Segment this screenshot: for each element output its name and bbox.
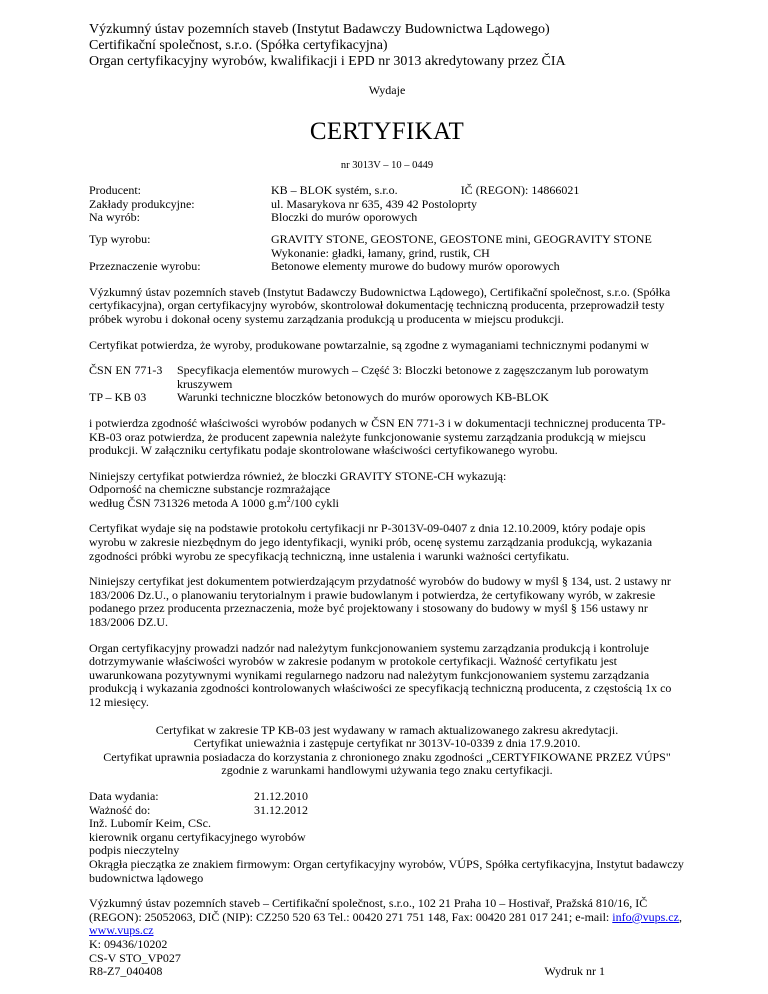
validity-label: Ważność do: [89, 802, 151, 817]
email-link[interactable]: info@vups.cz [612, 909, 679, 924]
producer-value: KB – BLOK systém, s.r.o. [271, 183, 398, 198]
printout-number: Wydruk nr 1 [544, 964, 605, 979]
paragraph-supervision: Organ certyfikacyjny prowadzi nadzór nad należytym funkcjonowaniem systemu zarządzania produkcją i kontroluje dotrzymywanie właściwości wyrobów w zakresie podanym w protokole certyfikacji. Ważność certyfikatu jest uwarunkowana pozytywnymi wynikami regularnego nadzoru nad należytym funkcjonowaniem systemu zarządzania produkcją i wykazania zgodności kontrolowanych właściwości ze specyfikacją techniczną producenta, z częstością 1x co 12 miesięcy. [89, 640, 672, 709]
producer-row [89, 184, 685, 198]
footer-r8-code: R8-Z7_040408 [89, 964, 163, 979]
header-line-1: Výzkumný ústav pozemních staveb (Instytut Badawczy Budownictwa Lądowego) [89, 22, 550, 37]
signature-note: podpis nieczytelny [89, 843, 180, 858]
type-row [89, 233, 685, 247]
issue-date-row [89, 790, 685, 804]
accreditation-line-1: Certyfikat w zakresie TP KB-03 jest wydawany w ramach aktualizowanego zakresu akredytacji. [155, 722, 619, 737]
purpose-row [89, 260, 685, 274]
finish-value: Wykonanie: gładki, łamany, grind, rustik, CH [271, 245, 490, 260]
paragraph-conformity: Certyfikat potwierdza, że wyroby, produkowane powtarzalnie, są zgodne z wymaganiami technicznymi podanymi w [89, 337, 650, 352]
issue-info [89, 790, 685, 885]
standard-item [89, 364, 685, 391]
issue-date-label: Data wydania: [89, 788, 159, 803]
signatory-role: kierownik organu certyfikacyjnego wyrobów [89, 829, 306, 844]
standard-code: ČSN EN 771-3 [89, 363, 163, 378]
standard-item [89, 391, 685, 405]
plants-label: Zakłady produkcyjne: [89, 196, 195, 211]
resistance-line-1: Niniejszy certyfikat potwierdza również, że bloczki GRAVITY STONE-CH wykazują: [89, 468, 507, 483]
purpose-value: Betonowe elementy murowe do budowy murów oporowych [271, 259, 560, 274]
accreditation-line-2: Certyfikat unieważnia i zastępuje certyfikat nr 3013V-10-0339 z dnia 17.9.2010. [193, 736, 581, 751]
standard-description: Warunki techniczne bloczków betonowych do murów oporowych KB-BLOK [177, 390, 549, 405]
accreditation-line-3: Certyfikat uprawnia posiadacza do korzystania z chronionego znaku zgodności „CERTYFIKOWANE PRZEZ VÚPS" [103, 749, 671, 764]
accreditation-line-4: zgodnie z warunkami handlowymi używania tego znaku certyfikacji. [221, 763, 553, 778]
certificate-page [89, 22, 685, 979]
paragraph-resistance [89, 470, 685, 511]
header-line-2: Certifikační společnost, s.r.o. (Spółka certyfikacyjna) [89, 38, 388, 53]
standard-code: TP – KB 03 [89, 390, 147, 405]
signatory-name: Inž. Lubomír Keim, CSc. [89, 816, 211, 831]
product-row [89, 211, 685, 225]
validity-row [89, 804, 685, 818]
validity-value: 31.12.2012 [254, 802, 308, 817]
website-link[interactable]: www.vups.cz [89, 923, 154, 938]
standards-list [89, 364, 685, 405]
stamp-note: Okrągła pieczątka ze znakiem firmowym: Organ certyfikacyjny wyrobów, VÚPS, Spółka certyfikacyjna, Instytut badawczy budownictwa lądowego [89, 856, 684, 885]
type-label: Typ wyrobu: [89, 231, 151, 246]
issue-date-value: 21.12.2010 [254, 788, 308, 803]
resistance-line-3: według ČSN 731326 metoda A 1000 $g.m^2/100$ cykli [89, 494, 339, 510]
type-value: GRAVITY STONE, GEOSTONE, GEOSTONE mini, GEOGRAVITY STONE [271, 231, 652, 246]
product-value: Bloczki do murów oporowych [271, 210, 418, 225]
plants-row [89, 198, 685, 212]
paragraph-inspection: Výzkumný ústav pozemních staveb (Instytut Badawczy Budownictwa Lądowego), Certifikační společnost, s.r.o. (Spółka certyfikacyjna), organ certyfikacyjny wyrobów, skontrolował dokumentację techniczną producenta, przeprowadził testy próbek wyrobu i dokonał oceny systemu zarządzania produkcją u producenta w miejscu produkcji. [89, 284, 671, 326]
finish-row [89, 247, 685, 261]
purpose-label: Przeznaczenie wyrobu: [89, 259, 201, 274]
footer-k-code: K: 09436/10202 [89, 936, 168, 951]
plants-value: ul. Masarykova nr 635, 439 42 Postoloprty [271, 196, 477, 211]
header-line-3: Organ certyfikacyjny wyrobów, kwalifikacji i EPD nr 3013 akredytowany przez ČIA [89, 54, 566, 69]
certificate-fields [89, 184, 685, 274]
header [89, 22, 685, 70]
paragraph-basis: Certyfikat wydaje się na podstawie protokołu certyfikacji nr P-3013V-09-0407 z dnia 12.10.2009, który podaje opis wyrobu w zakresie niezbędnym do jego identyfikacji, wyniki prób, ocenę systemu zarządzania produkcją, wykazania zgodności próbki wyrobu ze specyfikacją techniczną, inne ustalenia i warunki ważności certyfikatu. [89, 521, 653, 563]
producer-label: Producent: [89, 183, 141, 198]
resistance-line-2: Odporność na chemiczne substancje rozmrażające [89, 482, 331, 497]
ic-value: IČ (REGON): 14866021 [460, 183, 580, 198]
page-title: CERTYFIKAT [309, 117, 465, 145]
standard-description: Specyfikacja elementów murowych – Część 3: Bloczki betonowe z zagęszczanym lub porowatym kruszywem [177, 363, 649, 391]
paragraph-confirmation: i potwierdza zgodność właściwości wyrobów podanych w ČSN EN 771-3 i w dokumentacji technicznej producenta TP-KB-03 oraz potwierdza, że producent zapewnia należyte funkcjonowanie systemu zarządzania produkcją w miejscu produkcji. W załączniku certyfikatu podaje skontrolowane właściwości certyfikowanego wyrobu. [89, 415, 666, 458]
footer-address: Výzkumný ústav pozemních staveb – Certifikační společnost, s.r.o., 102 21 Praha 10 – Hostivař, Pražská 810/16, IČ (REGON): 25052063, DIČ (NIP): CZ250 520 63 Tel.: 00420 271 751 148, Fax: 00420 281 017 241; e-mail: info@vups.cz, [89, 896, 682, 924]
product-label: Na wyrób: [89, 210, 140, 225]
certificate-number: nr 3013V – 10 – 0449 [340, 159, 434, 171]
accreditation-notes [89, 724, 685, 778]
footer-csv-code: CS-V STO_VP027 [89, 950, 181, 965]
footer [89, 897, 685, 979]
footer-last-row [89, 965, 685, 979]
paragraph-legal: Niniejszy certyfikat jest dokumentem potwierdzającym przydatność wyrobów do budowy w myśl § 134, ust. 2 ustawy nr 183/2006 Dz.U., o planowaniu terytorialnym i prawie budowlanym i potwierdza, że certyfikowany wyrób, w zakresie podanego przez producenta przeznaczenia, może być projektowany i stosowany do budowy w myśl § 156 ustawy nr 183/2006 DZ.U. [89, 574, 671, 630]
issuer-label: Wydaje [368, 83, 406, 97]
